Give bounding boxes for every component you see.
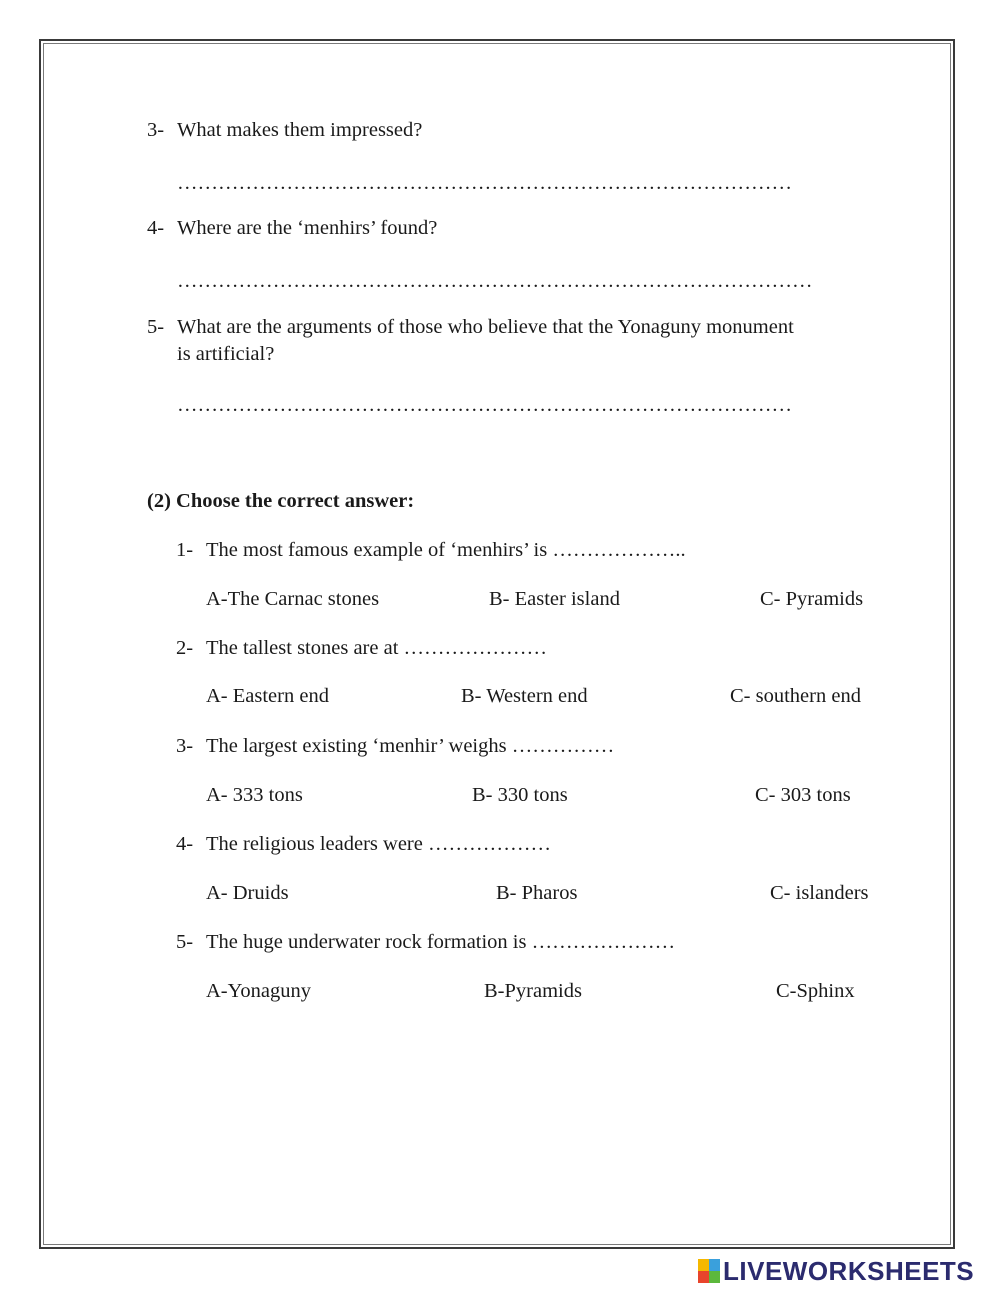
mc-5-number: 5- <box>176 931 194 953</box>
mc-5-option-a[interactable]: A-Yonaguny <box>206 980 311 1002</box>
logo-square-4 <box>709 1271 720 1283</box>
mc-2-option-a[interactable]: A- Eastern end <box>206 685 329 707</box>
mc-3-option-c[interactable]: C- 303 tons <box>755 784 851 806</box>
mc-2-option-b[interactable]: B- Western end <box>461 685 588 707</box>
question-3-text: What makes them impressed? <box>177 119 423 141</box>
mc-1-option-a[interactable]: A-The Carnac stones <box>206 588 380 610</box>
mc-2-stem: The tallest stones are at ………………… <box>206 637 548 659</box>
mc-1-option-b[interactable]: B- Easter island <box>489 588 620 610</box>
mc-1-stem: The most famous example of ‘menhirs’ is ……………….. <box>206 539 686 561</box>
logo-square-1 <box>698 1259 709 1271</box>
mc-5-option-c[interactable]: C-Sphinx <box>776 980 855 1002</box>
mc-4-option-b[interactable]: B- Pharos <box>496 882 578 904</box>
question-3-answer-input[interactable] <box>177 168 837 192</box>
liveworksheets-logo-icon <box>698 1259 720 1283</box>
mc-1-option-c[interactable]: C- Pyramids <box>760 588 864 610</box>
mc-2-number: 2- <box>176 637 194 659</box>
logo-square-2 <box>709 1259 720 1271</box>
question-3-answer-line: ……………………………………………………………………………… <box>177 172 792 194</box>
mc-1-number: 1- <box>176 539 194 561</box>
mc-3-option-b[interactable]: B- 330 tons <box>472 784 568 806</box>
mc-4-number: 4- <box>176 833 194 855</box>
question-4-answer-input[interactable] <box>177 266 860 290</box>
mc-3-number: 3- <box>176 735 194 757</box>
question-5-text-line1: What are the arguments of those who believe that the Yonaguny monument <box>177 316 794 338</box>
question-5-answer-input[interactable] <box>177 390 837 414</box>
question-5-answer-line: ……………………………………………………………………………… <box>177 394 792 416</box>
mc-4-stem: The religious leaders were ……………… <box>206 833 551 855</box>
mc-4-option-a[interactable]: A- Druids <box>206 882 289 904</box>
question-4-text: Where are the ‘menhirs’ found? <box>177 217 438 239</box>
mc-2-option-c[interactable]: C- southern end <box>730 685 861 707</box>
logo-square-3 <box>698 1271 709 1283</box>
section-2-title: (2) Choose the correct answer: <box>147 490 415 512</box>
mc-5-stem: The huge underwater rock formation is ………………… <box>206 931 676 953</box>
question-3-number: 3- <box>147 119 165 141</box>
mc-5-option-b[interactable]: B-Pyramids <box>484 980 582 1002</box>
question-4-answer-line: ………………………………………………………………………………… <box>177 270 813 292</box>
question-4-number: 4- <box>147 217 165 239</box>
liveworksheets-logo <box>698 1257 974 1285</box>
mc-3-stem: The largest existing ‘menhir’ weighs …………… <box>206 735 615 757</box>
liveworksheets-logo-text: LIVEWORKSHEETS <box>723 1256 975 1286</box>
mc-4-option-c[interactable]: C- islanders <box>770 882 869 904</box>
question-5-number: 5- <box>147 316 165 338</box>
question-5-text-line2: is artificial? <box>177 343 275 365</box>
mc-3-option-a[interactable]: A- 333 tons <box>206 784 303 806</box>
